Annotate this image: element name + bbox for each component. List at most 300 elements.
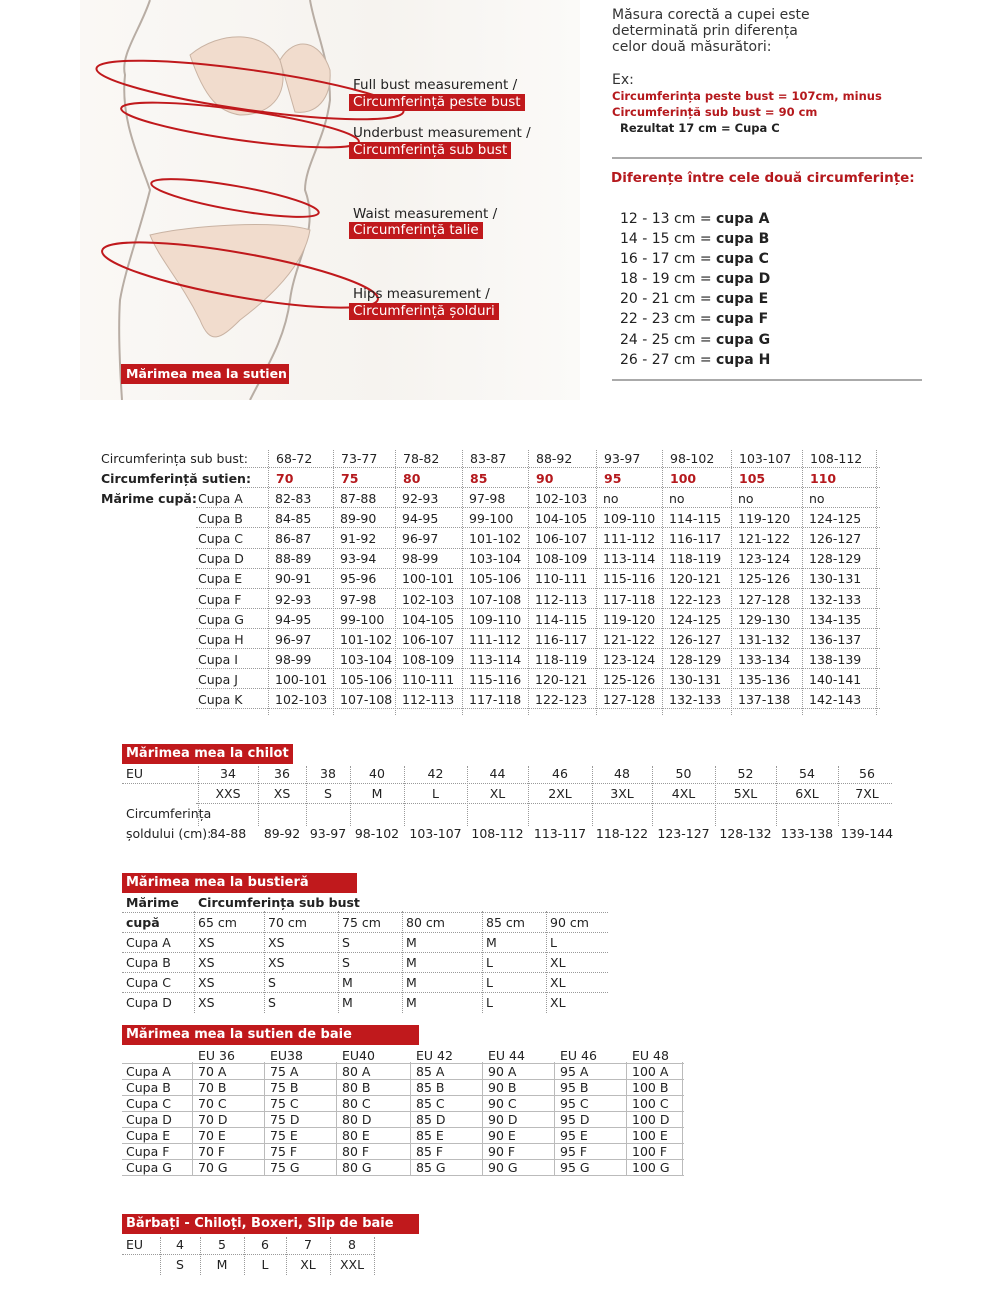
measurement-cell: 121-122 (738, 531, 791, 547)
size-cell: 85 C (416, 1096, 445, 1111)
size-cell: L (486, 995, 493, 1010)
size-cell: 80 F (342, 1144, 370, 1159)
measurement-cell: 106-107 (402, 631, 455, 647)
size-cell: M (406, 955, 417, 970)
grid-line (196, 648, 880, 649)
measurement-cell: 94-95 (402, 511, 439, 527)
grid-line (196, 628, 880, 629)
measurement-cell: 104-105 (535, 511, 588, 527)
grid-line (876, 450, 877, 715)
bra-size-value: 85 (470, 471, 488, 486)
bra-size-value: 90 (536, 471, 554, 486)
grid-line (268, 450, 269, 715)
measurement-cell: 127-128 (738, 591, 791, 607)
measurement-cell: 125-126 (738, 571, 791, 587)
measurement-cell: 109-110 (469, 611, 522, 627)
grid-line (196, 708, 880, 709)
grid-line (374, 1237, 375, 1275)
size-cell: L (486, 975, 493, 990)
measurement-cell: 96-97 (402, 531, 439, 547)
letter-size: L (432, 786, 439, 801)
grid-line (652, 766, 653, 826)
size-cell: 90 G (488, 1160, 518, 1175)
size-cell: S (268, 995, 276, 1010)
measurement-cell: 132-133 (669, 692, 722, 707)
grid-line (122, 783, 892, 784)
underbust-label-en: Underbust measurement / (353, 125, 531, 141)
intro-line: determinată prin diferența (612, 23, 798, 39)
eu-size: 52 (737, 766, 754, 781)
size-cell: 95 A (560, 1064, 589, 1079)
col-header: EU 44 (488, 1048, 525, 1063)
diff-range: 12 - 13 cm = (620, 211, 716, 227)
cup-label: Cupa D (126, 1112, 172, 1127)
example-label: Ex: (612, 72, 634, 88)
size-cell: XS (198, 935, 215, 950)
grid-line (338, 911, 339, 1013)
circ-label: șoldului (cm): (126, 826, 212, 841)
measurement-cell: 88-89 (275, 551, 312, 567)
grid-line (596, 450, 597, 715)
grid-line (546, 911, 547, 1013)
grid-line (333, 450, 334, 715)
measurement-cell: 113-114 (469, 651, 522, 667)
grid-line (528, 450, 529, 715)
measurement-cell: 138-139 (809, 651, 862, 667)
measurement-cell: 89-90 (340, 511, 377, 527)
col-header: EU 46 (560, 1048, 597, 1063)
letter-size: 4XL (671, 786, 696, 801)
measurement-cell: 99-100 (469, 511, 514, 527)
size-cell: XL (550, 995, 566, 1010)
measurement-cell: 126-127 (669, 631, 722, 647)
measurement-cell: 98-99 (402, 551, 439, 567)
diff-row (620, 229, 770, 249)
body-illustration (80, 0, 580, 400)
measurement-cell: 111-112 (603, 531, 656, 547)
underbust-value: 88-92 (536, 451, 573, 466)
letter-size: XS (273, 786, 291, 801)
size-cell: M (486, 935, 497, 950)
example-result: Rezultat 17 cm = Cupa C (620, 121, 780, 135)
diff-range: 16 - 17 cm = (620, 251, 716, 268)
diff-range: 26 - 27 cm = (620, 351, 716, 368)
measurement-cell: 99-100 (340, 611, 385, 627)
size-cell: XS (268, 955, 285, 970)
grid-line (122, 952, 608, 953)
size-cell: XS (198, 995, 215, 1010)
label-cup-size: Mărime cupă: (101, 491, 197, 506)
measurement-cell: 105-106 (340, 671, 393, 687)
bra-size-value: 75 (341, 471, 359, 486)
measurement-cell: 132-133 (809, 591, 862, 607)
measurement-cell: 90-91 (275, 571, 312, 587)
hip-circumference: 113-117 (533, 826, 587, 841)
measurement-cell: 92-93 (402, 491, 439, 506)
men-section-title: Bărbați - Chiloți, Boxeri, Slip de baie (122, 1214, 419, 1234)
diff-range: 24 - 25 cm = (620, 331, 716, 348)
cup-label: Cupa B (126, 1080, 171, 1095)
size-cell: 80 A (342, 1064, 371, 1079)
grid-line (306, 766, 307, 826)
eu-size: 5 (218, 1237, 226, 1252)
size-cell: L (486, 955, 493, 970)
size-cell: 95 B (560, 1080, 589, 1095)
size-cell: 100 C (632, 1096, 669, 1111)
measurement-cell: 116-117 (669, 531, 722, 547)
cup-label: Cupa F (198, 591, 242, 607)
cup-label: Cupa F (126, 1144, 170, 1159)
size-cell: 90 A (488, 1064, 517, 1079)
measurement-cell: 140-141 (809, 671, 862, 687)
grid-line (482, 911, 483, 1013)
underbust-value: 73-77 (341, 451, 378, 466)
bra-size-value: 105 (739, 471, 766, 486)
measurement-cell: no (669, 491, 685, 506)
grid-line (264, 911, 265, 1013)
cup-label: Cupa B (126, 955, 171, 970)
measurement-cell: 113-114 (603, 551, 656, 567)
col-header: 90 cm (550, 915, 589, 930)
eu-size: 46 (552, 766, 568, 781)
underbust-value: 98-102 (670, 451, 715, 466)
measurement-cell: 126-127 (809, 531, 862, 547)
cup-label: Cupa E (126, 1128, 171, 1143)
diff-row (620, 209, 770, 229)
measurement-cell: 120-121 (535, 671, 588, 687)
measurement-cell: 123-124 (603, 651, 656, 667)
measurement-cell: 95-96 (340, 571, 377, 587)
measurement-cell: 112-113 (402, 692, 455, 707)
size-cell: XL (550, 975, 566, 990)
waist-label-ro: Circumferință talie (349, 222, 483, 239)
cup-label: Cupa C (198, 531, 243, 547)
diff-cup: cupa B (716, 231, 770, 248)
eu-size: 34 (220, 766, 236, 781)
full-bust-label-en: Full bust measurement / (353, 77, 518, 93)
measurement-cell: 110-111 (402, 671, 455, 687)
size-cell: 70 G (198, 1160, 228, 1175)
cup-label: Cupa G (198, 611, 244, 627)
grid-line (402, 911, 403, 1013)
size-cell: S (342, 935, 350, 950)
divider (612, 379, 922, 381)
measurement-cell: 96-97 (275, 631, 312, 647)
label-bra-size: Circumferință sutien: (101, 471, 251, 486)
size-cell: 95 E (560, 1128, 588, 1143)
measurement-cell: 93-94 (340, 551, 377, 567)
intro-line: celor două măsurători: (612, 39, 772, 55)
grid-line (196, 527, 880, 528)
measurement-cell: 128-129 (809, 551, 862, 567)
measurement-cell: no (603, 491, 619, 506)
size-cell: 70 D (198, 1112, 228, 1127)
measurement-cell: 102-103 (275, 692, 328, 707)
size-cell: 75 D (270, 1112, 300, 1127)
measurement-cell: 124-125 (669, 611, 722, 627)
letter-size: XXL (339, 1257, 365, 1272)
measurement-cell: 92-93 (275, 591, 312, 607)
letter-size: XL (300, 1257, 316, 1272)
size-cell: 95 G (560, 1160, 590, 1175)
measurement-cell: 142-143 (809, 692, 862, 707)
grid-line (200, 1237, 201, 1275)
size-cell: 80 C (342, 1096, 371, 1111)
measurement-cell: 114-115 (535, 611, 588, 627)
letter-size: 7XL (855, 786, 879, 801)
cup-label: Cupa A (126, 1064, 171, 1079)
size-cell: XS (198, 955, 215, 970)
bra-size-value: 95 (604, 471, 622, 486)
grid-line (122, 932, 608, 933)
eu-size: 38 (320, 766, 336, 781)
eu-size: 44 (489, 766, 506, 781)
measurement-cell: 87-88 (340, 491, 377, 506)
grid-line (838, 766, 839, 826)
eu-size: 54 (799, 766, 815, 781)
underbust-value: 108-112 (810, 451, 863, 466)
measurement-cell: 137-138 (738, 692, 791, 707)
col-header: 85 cm (486, 915, 525, 930)
measurement-cell: 121-122 (603, 631, 656, 647)
size-cell: S (268, 975, 276, 990)
cup-label: Cupa G (126, 1160, 172, 1175)
measurement-cell: 119-120 (738, 511, 791, 527)
circ-header: Circumferința sub bust (198, 895, 360, 910)
size-cell: 75 F (270, 1144, 298, 1159)
size-cell: 100 E (632, 1128, 668, 1143)
measurement-cell: 103-104 (469, 551, 522, 567)
diff-row (620, 330, 770, 350)
diff-cup: cupa F (716, 311, 769, 328)
hip-circumference: 118-122 (595, 826, 649, 841)
grid-line (196, 668, 880, 669)
measurement-cell: 82-83 (275, 491, 312, 506)
size-header: Mărime (126, 895, 179, 910)
size-cell: 75 C (270, 1096, 299, 1111)
eu-size: 4 (176, 1237, 184, 1252)
size-header: cupă (126, 915, 160, 930)
grid-line (196, 803, 892, 804)
size-cell: 70 A (198, 1064, 227, 1079)
col-header: 65 cm (198, 915, 237, 930)
col-header: 75 cm (342, 915, 381, 930)
measurement-cell: 130-131 (669, 671, 722, 687)
size-cell: 95 F (560, 1144, 588, 1159)
grid-line (330, 1237, 331, 1275)
size-cell: M (342, 975, 353, 990)
grid-line (122, 1175, 684, 1176)
diff-row (620, 269, 770, 289)
grid-line (715, 766, 716, 826)
size-cell: 90 B (488, 1080, 517, 1095)
grid-line (731, 450, 732, 715)
bra-size-value: 100 (670, 471, 697, 486)
measurement-cell: 120-121 (669, 571, 722, 587)
size-cell: 80 G (342, 1160, 372, 1175)
cup-label: Cupa D (126, 995, 172, 1010)
size-cell: 85 B (416, 1080, 445, 1095)
size-cell: 95 C (560, 1096, 589, 1111)
label-underbust: Circumferința sub bust: (101, 451, 249, 466)
grid-line (462, 450, 463, 715)
measurement-cell: 116-117 (535, 631, 588, 647)
grid-line (122, 1254, 374, 1255)
size-cell: 90 F (488, 1144, 516, 1159)
measurement-cell: 108-109 (402, 651, 455, 667)
measurement-cell: 91-92 (340, 531, 377, 547)
measurement-cell: 136-137 (809, 631, 862, 647)
full-bust-label-ro: Circumferință peste bust (349, 94, 525, 111)
size-cell: 75 E (270, 1128, 298, 1143)
bustier-section-title: Mărimea mea la bustieră (122, 873, 357, 893)
grid-line (122, 1063, 684, 1064)
size-cell: XS (268, 935, 285, 950)
size-cell: 90 D (488, 1112, 518, 1127)
measurement-cell: 128-129 (669, 651, 722, 667)
underbust-value: 68-72 (276, 451, 313, 466)
grid-line (395, 450, 396, 715)
measurement-cell: 134-135 (809, 611, 862, 627)
measurement-cell: 131-132 (738, 631, 791, 647)
letter-size: XL (489, 786, 506, 801)
measurement-cell: 114-115 (669, 511, 722, 527)
size-cell: 85 G (416, 1160, 446, 1175)
letter-size: 2XL (548, 786, 572, 801)
eu-size: 36 (274, 766, 290, 781)
size-cell: 100 D (632, 1112, 670, 1127)
underbust-value: 83-87 (470, 451, 507, 466)
underbust-value: 93-97 (604, 451, 641, 466)
measurement-cell: 115-116 (603, 571, 656, 587)
size-cell: 90 E (488, 1128, 516, 1143)
eu-size: 48 (614, 766, 630, 781)
divider (612, 157, 922, 159)
underbust-label-ro: Circumferință sub bust (349, 142, 511, 159)
hip-circumference: 123-127 (657, 826, 710, 841)
size-cell: 90 C (488, 1096, 517, 1111)
diff-cup: cupa G (716, 331, 771, 348)
size-cell: L (550, 935, 557, 950)
measurement-cell: 112-113 (535, 591, 588, 607)
cup-label: Cupa C (126, 1096, 171, 1111)
letter-size: XXS (215, 786, 241, 801)
eu-size: 42 (427, 766, 444, 781)
grid-line (592, 766, 593, 826)
eu-size: 40 (369, 766, 385, 781)
measurement-cell: 103-104 (340, 651, 393, 667)
panties-section-title: Mărimea mea la chilot (122, 744, 293, 764)
size-cell: 70 C (198, 1096, 227, 1111)
size-cell: 85 D (416, 1112, 446, 1127)
cup-label: Cupa B (198, 511, 243, 527)
size-cell: 85 A (416, 1064, 445, 1079)
cup-intro (612, 7, 810, 55)
bra-size-value: 80 (403, 471, 421, 486)
hip-circumference: 133-138 (780, 826, 834, 841)
col-header: EU 42 (416, 1048, 453, 1063)
diff-cup: cupa C (716, 251, 769, 268)
measurement-cell: 100-101 (275, 671, 328, 687)
body-drawing (80, 0, 580, 400)
waist-label-en: Waist measurement / (353, 206, 498, 222)
grid-line (404, 766, 405, 826)
grid-line (802, 450, 803, 715)
measurement-cell: 111-112 (469, 631, 522, 647)
measurement-cell: 127-128 (603, 692, 656, 707)
cup-label: Cupa J (198, 671, 238, 687)
measurement-cell: 135-136 (738, 671, 791, 687)
grid-line (244, 1237, 245, 1275)
diff-title: Diferențe între cele două circumferințe: (611, 170, 915, 186)
hip-circumference: 108-112 (471, 826, 524, 841)
measurement-cell: 100-101 (402, 571, 455, 587)
grid-line (196, 568, 880, 569)
grid-line (196, 548, 880, 549)
cup-label: Cupa K (198, 692, 243, 707)
measurement-cell: 97-98 (469, 491, 506, 506)
diff-cup: cupa A (716, 211, 770, 227)
eu-size: 56 (859, 766, 875, 781)
cup-label: Cupa H (198, 631, 244, 647)
diff-range: 22 - 23 cm = (620, 311, 716, 328)
grid-line (258, 766, 259, 826)
grid-line (662, 450, 663, 715)
measurement-cell: 118-119 (535, 651, 588, 667)
letter-size: 6XL (795, 786, 819, 801)
grid-line (194, 911, 195, 1013)
size-cell: 100 B (632, 1080, 669, 1095)
letter-size: 3XL (610, 786, 634, 801)
grid-line (122, 972, 608, 973)
eu-size: 50 (675, 766, 692, 781)
hip-circumference: 139-144 (840, 826, 894, 841)
size-cell: 75 B (270, 1080, 299, 1095)
intro-line: Măsura corectă a cupei este (612, 7, 810, 23)
measurement-cell: 122-123 (669, 591, 722, 607)
size-cell: M (406, 935, 417, 950)
cup-label: Cupa C (126, 975, 171, 990)
measurement-cell: 130-131 (809, 571, 862, 587)
cup-label: Cupa E (198, 571, 243, 587)
diff-range: 14 - 15 cm = (620, 231, 716, 248)
size-cell: M (406, 975, 417, 990)
grid-line (196, 507, 880, 508)
measurement-cell: 108-109 (535, 551, 588, 567)
grid-line (528, 766, 529, 826)
eu-label: EU (126, 766, 144, 781)
grid-line (196, 608, 880, 609)
size-cell: 95 D (560, 1112, 590, 1127)
measurement-cell: 97-98 (340, 591, 377, 607)
diff-row (620, 289, 770, 309)
eu-size: 7 (304, 1237, 312, 1252)
measurement-cell: 109-110 (603, 511, 656, 527)
size-cell: 75 G (270, 1160, 300, 1175)
size-cell: S (342, 955, 350, 970)
size-cell: 80 E (342, 1128, 370, 1143)
swim-section-title: Mărimea mea la sutien de baie (122, 1025, 419, 1045)
hips-label-ro: Circumferință șolduri (349, 303, 499, 320)
letter-size: S (176, 1257, 184, 1272)
size-cell: 100 G (632, 1160, 670, 1175)
bra-size-value: 70 (276, 471, 294, 486)
grid-line (350, 766, 351, 826)
measurement-cell: 86-87 (275, 531, 312, 547)
hip-circumference: 98-102 (354, 826, 400, 841)
diff-cup: cupa D (716, 271, 771, 288)
cup-label: Cupa D (198, 551, 244, 567)
